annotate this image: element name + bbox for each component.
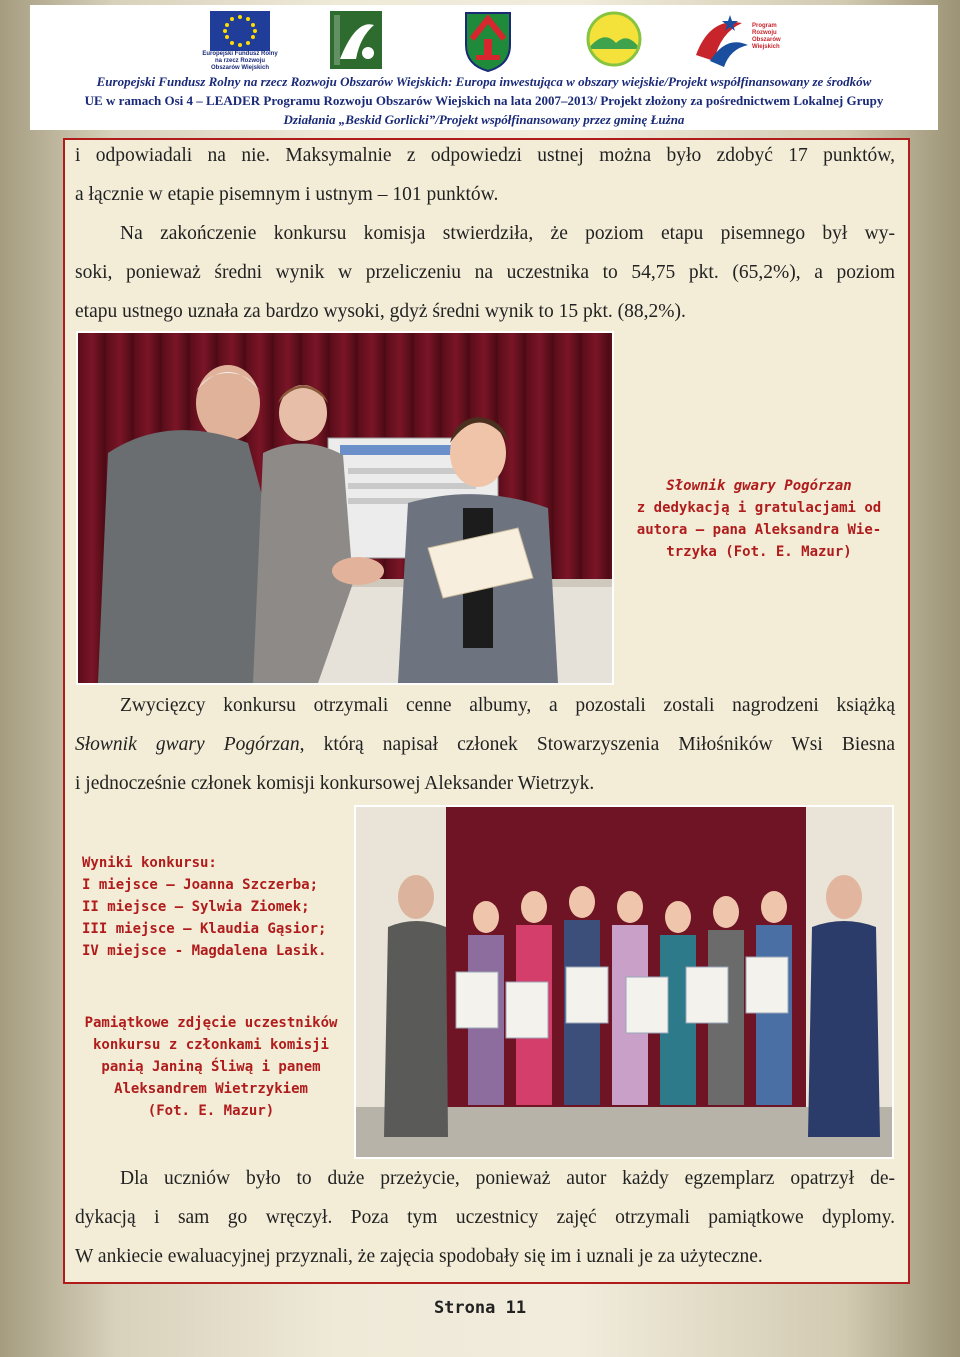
page-number: Strona 11 — [433, 1298, 527, 1318]
photo-book-handover — [76, 331, 614, 685]
contest-results — [82, 852, 347, 962]
paragraph-3-line-1: Zwycięzcy konkursu otrzymali cenne albumy, a pozostali zostali nagrodzeni książką — [120, 695, 895, 716]
caption-2-line-1: Pamiątkowe zdjęcie uczestników — [84, 1015, 338, 1031]
photo-group-participants — [354, 805, 894, 1159]
paragraph-2-line-3: etapu ustnego uznała za bardzo wysoki, gdyż średni wynik to 15 pkt. (88,2%). — [75, 301, 686, 322]
caption-1-line-1: z dedykacją i gratulacjami od — [636, 500, 882, 516]
caption-2-line-2: konkursu z członkami komisji — [92, 1037, 329, 1053]
caption-2-line-3: panią Janiną Śliwą i panem — [101, 1059, 321, 1075]
leader-logo — [326, 9, 386, 78]
paragraph-3-line-2-rest: , którą napisał członek Stowarzyszenia Miłośników Wsi Biesna — [299, 734, 895, 755]
paragraph-3 — [75, 686, 895, 803]
photo-caption-2 — [76, 1012, 346, 1122]
header-line-2: UE w ramach Osi 4 – LEADER Programu Rozwoju Obszarów Wiejskich na lata 2007–2013/ Projekt złożony za pośrednictwem Lokalnej Grupy — [84, 93, 884, 108]
results-heading: Wyniki konkursu: — [82, 855, 217, 871]
paragraph-3-line-2 — [75, 725, 895, 764]
header-line-3: Działania „Beskid Gorlicki”/Projekt współfinansowany przez gminę Łużna — [283, 112, 685, 127]
caption-2-line-4: Aleksandrem Wietrzykiem — [114, 1081, 308, 1097]
caption-1-title: Słownik gwary Pogórzan — [666, 478, 852, 494]
paragraph-1-line-2: a łącznie w etapie pisemnym i ustnym – 101 punktów. — [75, 184, 499, 205]
result-place-2: II miejsce – Sylwia Ziomek; — [82, 899, 310, 915]
prow-logo-text: Program Rozwoju Obszarów Wiejskich — [752, 23, 781, 50]
book-title: Słownik gwary Pogórzan — [75, 734, 300, 755]
eu-flag-logo — [190, 9, 290, 78]
eu-logo-text: Europejski Fundusz Rolny na rzecz Rozwoju Obszarów Wiejskich — [202, 51, 278, 71]
page-header — [30, 5, 938, 130]
header-line-1: Europejski Fundusz Rolny na rzecz Rozwoju Obszarów Wiejskich: Europa inwestująca w obszary wiejskie/Projekt współfinansowany ze środków — [96, 74, 872, 89]
paragraph-4 — [75, 1159, 895, 1276]
paragraph-2-line-1: Na zakończenie konkursu komisja stwierdziła, że poziom etapu pisemnego był wy- — [120, 223, 895, 244]
gmina-crest-logo — [458, 9, 518, 78]
logo-strip — [30, 9, 938, 73]
paragraph-2 — [75, 214, 895, 331]
result-place-3: III miejsce – Klaudia Gąsior; — [82, 921, 327, 937]
paragraph-1-line-1: i odpowiadali na nie. Maksymalnie z odpowiedzi ustnej można było zdobyć 17 punktów, — [75, 145, 895, 166]
caption-2-line-5: (Fot. E. Mazur) — [147, 1103, 275, 1119]
header-funding-text — [30, 72, 938, 129]
caption-1-line-2: autora – pana Aleksandra Wie- — [636, 522, 882, 538]
result-place-4: IV miejsce - Magdalena Lasik. — [82, 943, 327, 959]
paragraph-3-line-3: i jednocześnie członek komisji konkursowej Aleksander Wietrzyk. — [75, 773, 595, 794]
prow-logo — [690, 9, 800, 78]
caption-1-line-3: trzyka (Fot. E. Mazur) — [666, 544, 852, 560]
photo-caption-1 — [628, 475, 890, 563]
paragraph-4-line-2: dykacją i sam go wręczył. Poza tym uczestnicy zajęć otrzymali pamiątkowe dyplomy. — [75, 1207, 895, 1228]
result-place-1: I miejsce – Joanna Szczerba; — [82, 877, 319, 893]
paragraph-1 — [75, 136, 895, 214]
beskid-gorlicki-logo — [582, 9, 646, 78]
paragraph-4-line-1: Dla uczniów było to duże przeżycie, ponieważ autor każdy egzemplarz opatrzył de- — [120, 1168, 895, 1189]
paragraph-2-line-2: soki, ponieważ średni wynik w przeliczeniu na uczestnika to 54,75 pkt. (65,2%), a poziom — [75, 262, 895, 283]
paragraph-4-line-3: W ankiecie ewaluacyjnej przyznali, że zajęcia spodobały się im i uznali je za użyteczne. — [75, 1246, 763, 1267]
